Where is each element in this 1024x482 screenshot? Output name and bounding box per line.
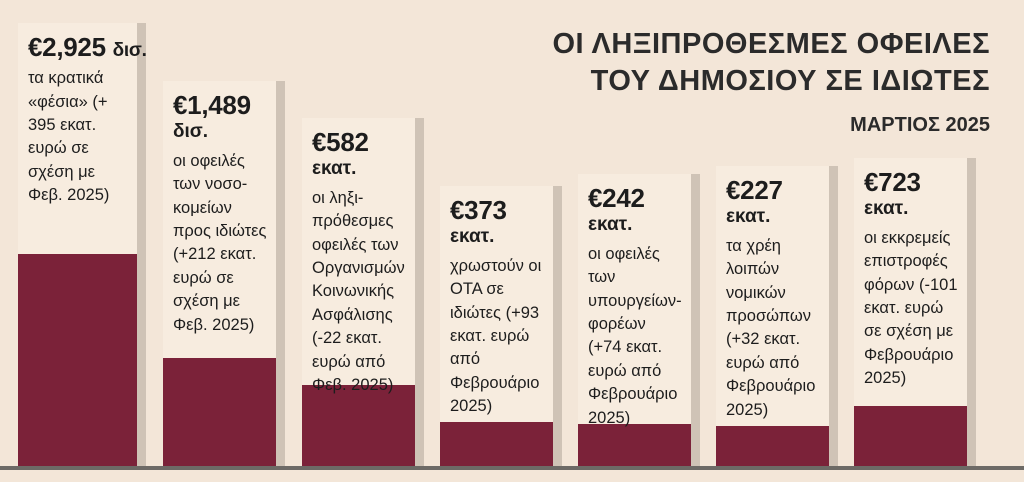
bar-2-fill [163, 358, 276, 466]
bar-7-text [864, 168, 959, 391]
bar-1-text [28, 32, 147, 208]
bar-6-text [726, 176, 821, 422]
bar-6-fill [716, 426, 829, 466]
bar-1-fill [18, 254, 137, 466]
bar-1 [18, 23, 147, 466]
bar-2-amount: €1,489 [173, 90, 251, 120]
bar-7-description: οι εκκρεμείς επιστροφές φόρων (-101 εκατ. ευρώ σε σχέση με Φεβρουάριο 2025) [864, 228, 958, 388]
bar-4-fill [440, 422, 553, 466]
headline-block [470, 26, 990, 137]
bar-6 [716, 166, 829, 466]
headline-line-1: ΟΙ ΛΗΞΙΠΡΟΘΕΣΜΕΣ ΟΦΕΙΛΕΣ [552, 28, 990, 60]
bar-2-text [173, 91, 268, 337]
bar-5 [578, 174, 691, 466]
bar-3-description: οι ληξιπρόθεσμες οφειλές των Οργανισμών Κοινωνικής Ασφάλισης (-22 εκατ. ευρώ από Φεβ. 2025) [312, 188, 405, 395]
bar-2-unit: δισ. [173, 121, 209, 143]
bar-5-fill [578, 424, 691, 466]
bar-3-amount: €582 [312, 127, 369, 157]
bar-4-text [450, 196, 545, 419]
bar-7-unit: εκατ. [864, 198, 909, 220]
bar-5-shadow [691, 174, 700, 466]
bar-3-text [312, 128, 407, 398]
bar-1-shadow [137, 23, 146, 466]
headline-line-2: ΤΟΥ ΔΗΜΟΣΙΟΥ ΣΕ ΙΔΙΩΤΕΣ [590, 65, 990, 98]
bar-4-amount: €373 [450, 195, 507, 225]
bar-2-shadow [276, 81, 285, 466]
bar-4-description: χρωστούν οι ΟΤΑ σε ιδιώτες (+93 εκατ. ευρώ από Φεβρουάριο 2025) [450, 256, 542, 416]
bar-7-amount: €723 [864, 167, 921, 197]
bar-5-amount: €242 [588, 183, 645, 213]
bar-3 [302, 118, 415, 466]
bar-6-amount: €227 [726, 175, 783, 205]
headline-date: ΜΑΡΤΙΟΣ 2025 [850, 114, 990, 137]
bar-2 [163, 81, 276, 466]
bar-6-shadow [829, 166, 838, 466]
bar-2-description: οι οφειλές των νοσοκομείων προς ιδιώτες (+212 εκατ. ευρώ σε σχέση με Φεβ. 2025) [173, 151, 267, 334]
bar-3-unit: εκατ. [312, 158, 357, 180]
bar-5-description: οι οφειλές των υπουργείων-φορέων (+74 εκατ. ευρώ από Φεβρουάριο 2025) [588, 244, 682, 427]
bar-4 [440, 186, 553, 466]
bar-6-description: τα χρέη λοιπών νομικών προσώπων (+32 εκατ. ευρώ από Φεβρουάριο 2025) [726, 236, 816, 419]
bar-5-unit: εκατ. [588, 214, 633, 236]
bar-1-amount: €2,925 δισ. [28, 32, 147, 62]
bar-5-text [588, 184, 683, 430]
bar-3-shadow [415, 118, 424, 466]
bar-4-shadow [553, 186, 562, 466]
bar-1-description: τα κρατικά «φέσια» (+ 395 εκατ. ευρώ σε σχέση με Φεβ. 2025) [28, 69, 110, 205]
baseline-margin [0, 470, 1024, 482]
bar-6-unit: εκατ. [726, 206, 771, 228]
bar-7-fill [854, 406, 967, 466]
bar-7-shadow [967, 158, 976, 466]
bar-4-unit: εκατ. [450, 226, 495, 248]
bar-7 [854, 158, 967, 466]
